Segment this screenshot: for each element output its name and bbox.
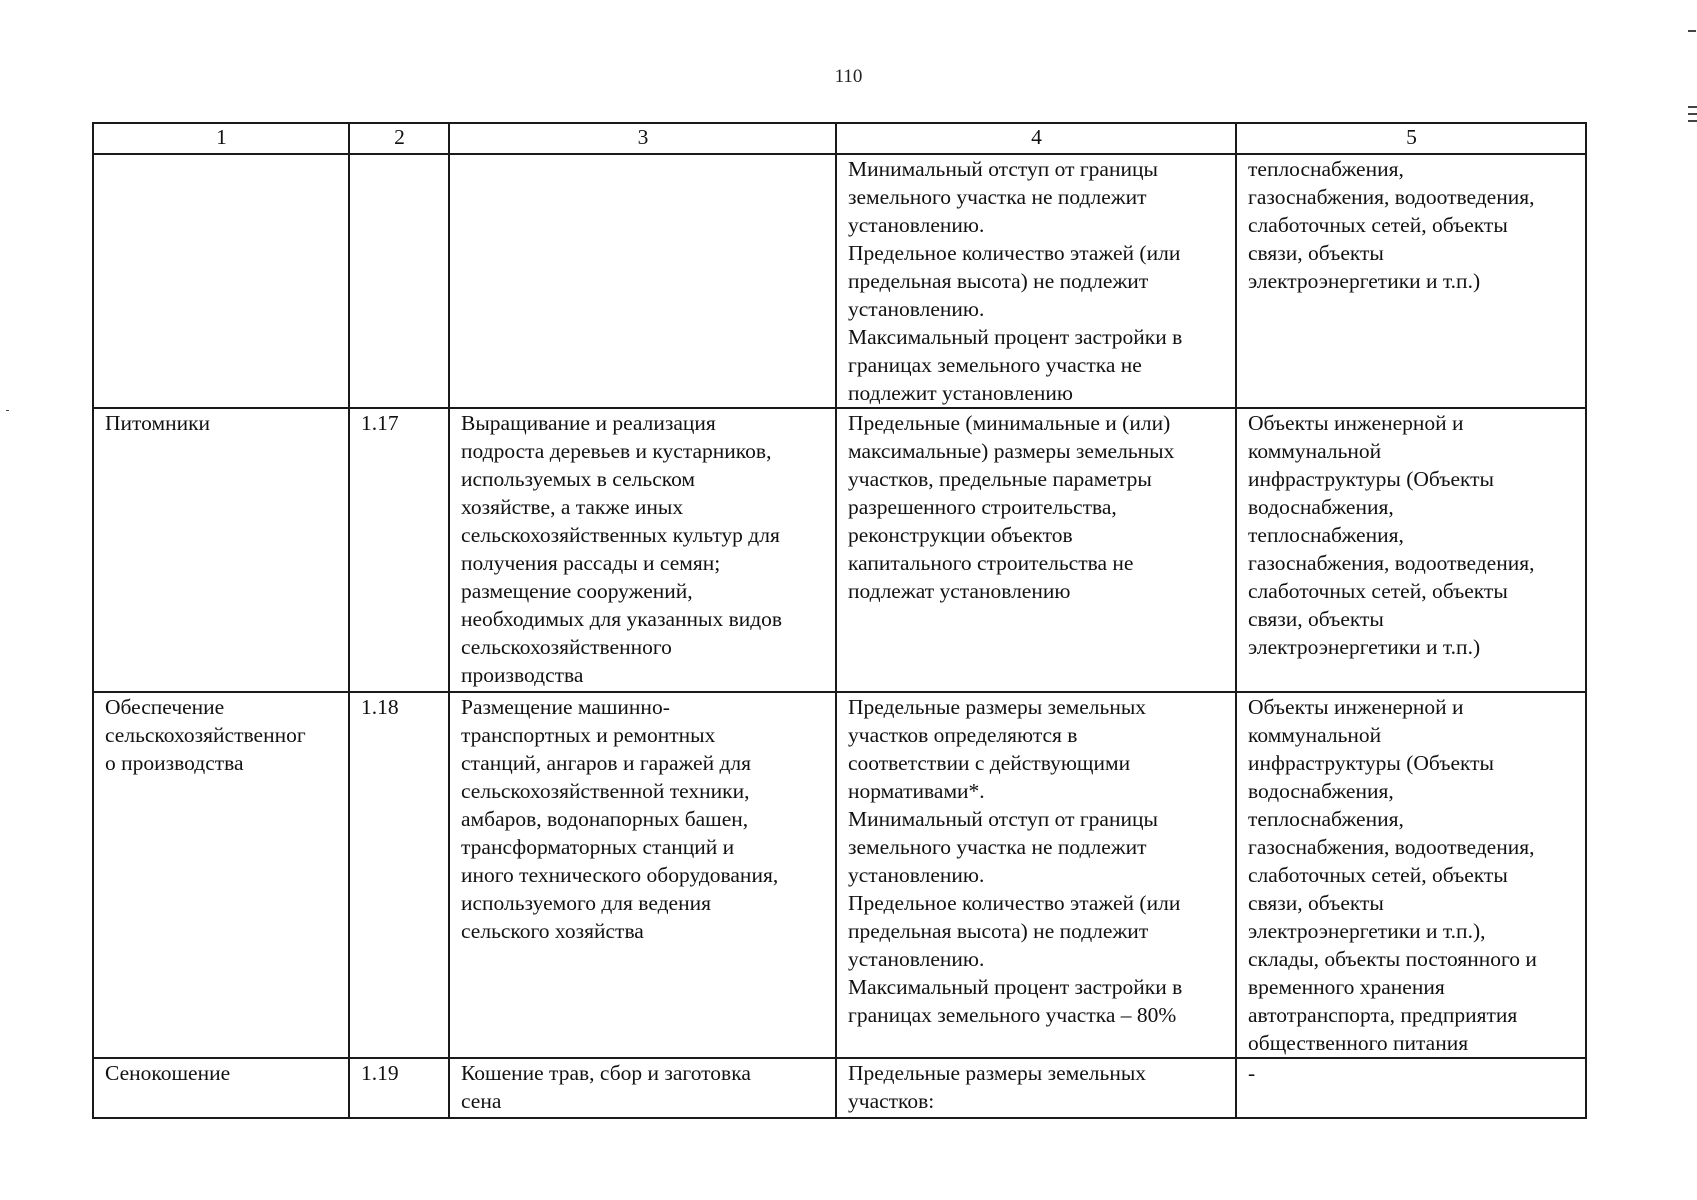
table-row (93, 1058, 1586, 1118)
parameters-cell: Предельные (минимальные и (или) максимальные) размеры земельных участков, предельные параметры разрешенного строительства, реконструкции объектов капитального строительства не подлежат установлению (836, 408, 1236, 692)
edge-mark (1688, 120, 1697, 122)
auxiliary-objects-cell: - (1236, 1058, 1586, 1118)
table-row (93, 692, 1586, 1058)
auxiliary-objects-cell: Объекты инженерной и коммунальной инфраструктуры (Объекты водоснабжения, теплоснабжения, газоснабжения, водоотведения, слаботочных сетей, объекты связи, объекты электроэнергетики и т.п.) (1236, 408, 1586, 692)
code-cell: 1.19 (349, 1058, 449, 1118)
column-header: 5 (1236, 123, 1586, 154)
table-row (93, 408, 1586, 692)
edge-mark (1688, 30, 1696, 32)
auxiliary-objects-cell: теплоснабжения, газоснабжения, водоотведения, слаботочных сетей, объекты связи, объекты электроэнергетики и т.п.) (1236, 154, 1586, 408)
column-header: 2 (349, 123, 449, 154)
column-header: 4 (836, 123, 1236, 154)
edge-mark (6, 410, 9, 411)
land-use-type-cell (93, 154, 349, 408)
description-cell (449, 154, 836, 408)
page-number: 110 (834, 66, 863, 87)
auxiliary-objects-cell: Объекты инженерной и коммунальной инфраструктуры (Объекты водоснабжения, теплоснабжения, газоснабжения, водоотведения, слаботочных сетей, объекты связи, объекты электроэнергетики и т.п.), склады, объекты постоянного и временного хранения автотранспорта, предприятия общественного питания (1236, 692, 1586, 1058)
column-header: 1 (93, 123, 349, 154)
parameters-cell: Предельные размеры земельных участков: (836, 1058, 1236, 1118)
parameters-cell: Предельные размеры земельных участков определяются в соответствии с действующими нормативами*. Минимальный отступ от границы земельного участка не подлежит установлению. Предельное количество этажей (или предельная высота) не подлежит установлению. Максимальный процент застройки в границах земельного участка – 80% (836, 692, 1236, 1058)
land-use-type-cell: Питомники (93, 408, 349, 692)
code-cell: 1.17 (349, 408, 449, 692)
edge-mark (1688, 106, 1697, 108)
column-header: 3 (449, 123, 836, 154)
table-header-row (93, 123, 1586, 154)
edge-mark (1688, 113, 1697, 115)
parameters-cell: Минимальный отступ от границы земельного участка не подлежит установлению. Предельное количество этажей (или предельная высота) не подлежит установлению. Максимальный процент застройки в границах земельного участка не подлежит установлению (836, 154, 1236, 408)
code-cell (349, 154, 449, 408)
description-cell: Размещение машинно- транспортных и ремонтных станций, ангаров и гаражей для сельскохозяйственной техники, амбаров, водонапорных башен, трансформаторных станций и иного технического оборудования, используемого для ведения сельского хозяйства (449, 692, 836, 1058)
table-row (93, 154, 1586, 408)
description-cell: Выращивание и реализация подроста деревьев и кустарников, используемых в сельском хозяйстве, а также иных сельскохозяйственных культур для получения рассады и семян; размещение сооружений, необходимых для указанных видов сельскохозяйственного производства (449, 408, 836, 692)
description-cell: Кошение трав, сбор и заготовка сена (449, 1058, 836, 1118)
regulations-table (92, 122, 1587, 1119)
land-use-type-cell: Сенокошение (93, 1058, 349, 1118)
land-use-type-cell: Обеспечение сельскохозяйственног о производства (93, 692, 349, 1058)
code-cell: 1.18 (349, 692, 449, 1058)
